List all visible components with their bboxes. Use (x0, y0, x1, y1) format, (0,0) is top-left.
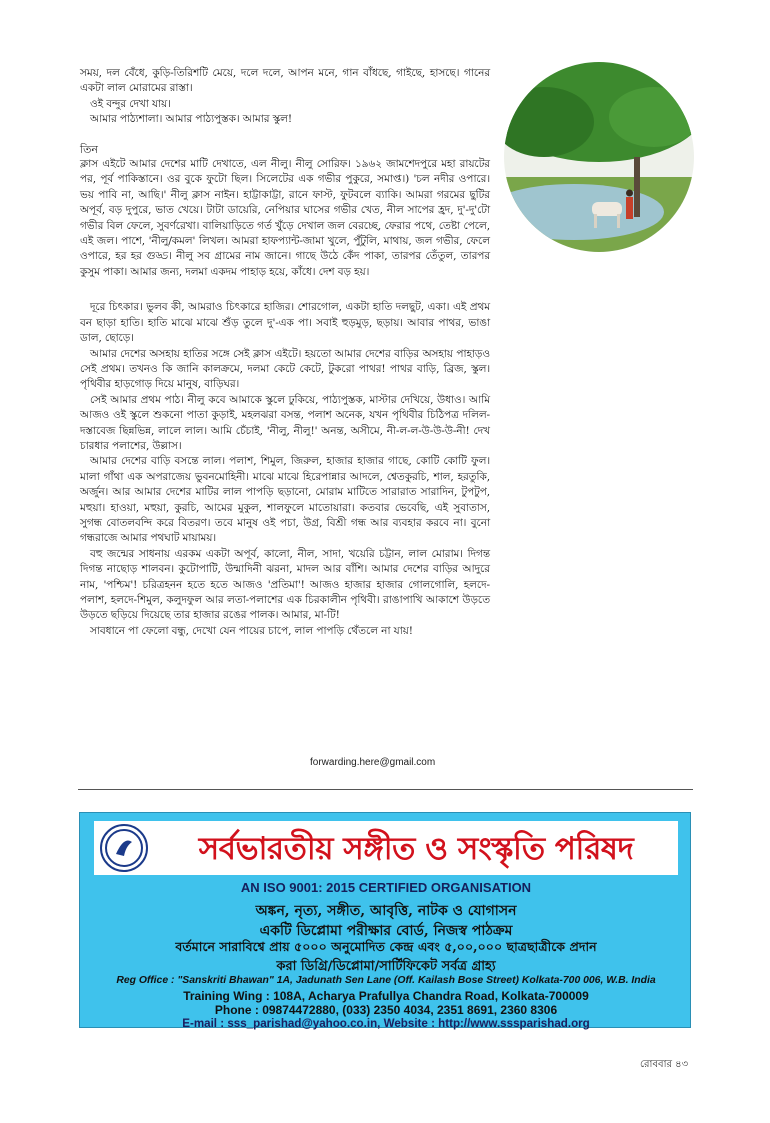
author-email: forwarding.here@gmail.com (310, 757, 436, 768)
paragraph-elephant: দূরে চিৎকার। ভুলব কী, আমরাও চিৎকারে হাজির। শোরগোল, একটা হাতি দলছুট, একা। এই প্রথম বন ছাড়া হাতি। হাতি মাঝে মাঝে শুঁড় তুলে দু'-এক পা। সবাই হুড়মুড়, ছড়ায়। আবার পাথর, ভাঙা ডাল, ছোড়ে। (80, 301, 490, 345)
ad-title: সর্বভারতীয় সঙ্গীত ও সংস্কৃতি পরিষদ (198, 831, 634, 867)
ad-certificate-line: করা ডিগ্রি/ডিপ্লোমা/সার্টিফিকেট সর্বত্র গ্রাহ্য (276, 959, 496, 974)
section-heading: তিন (80, 142, 98, 156)
paragraph-lesson: সেই আমার প্রথম পাঠ। নীলু কবে আমাকে স্কুলে ঢুকিয়ে, পাঠ্যপুস্তক, মাস্টার দেখিয়ে, উধাও। আমি আজও ওই স্কুলে শুকনো পাতা কুড়াই, মহলঝরা বসন্ত, পলাশ অনেক, যখন পৃথিবীর চিঠিপত্র দলিল-দস্তাবেজ ছিন্নভিন্ন, লালে লাল। আমি চেঁচাই, 'নীলু, নীলু!' অনন্ত, অসীমে, নী-ল-ল-উ-উ-উ-নী! দেখ চারধার পলাশের, উল্লাস। (80, 393, 490, 452)
circular-photo (504, 62, 694, 252)
paragraph-school: আমার পাঠ্যশালা। আমার পাঠ্যপুস্তক। আমার স্কুল! (90, 113, 292, 126)
landscape-illustration (504, 62, 694, 252)
ad-training-wing: Training Wing : 108A, Acharya Prafullya Chandra Road, Kolkata-700009 (183, 989, 589, 1003)
advertisement (79, 812, 691, 1028)
paragraph-intro: সময়, দল বেঁধে, কুড়ি-তিরিশটি মেয়ে, দলে দলে, আপন মনে, গান বাঁধছে, গাইছে, হাসছে। গানের একটা লাল মোরামের রাস্তা। (80, 67, 490, 95)
paragraph-careful: সাবধানে পা ফেলো বন্ধু, দেখো যেন পায়ের চাপে, লাল পাপড়ি থেঁতলে না যায়! (90, 624, 413, 637)
ad-phone: Phone : 09874472880, (033) 2350 4034, 2351 8691, 2360 8306 (214, 1003, 558, 1017)
organisation-logo-icon (100, 824, 148, 872)
paragraph-class: ক্লাস এইটে আমার দেশের মাটি দেখাতে, এল নীলু। নীলু সোরিফ। ১৯৬২ জামশেদপুরে মহা রায়টের পর, পূর্ব পাকিস্তানে। ওর বুকে ফুটো ছিল। সিলেটের এক গভীর পুকুরে, সমাপ্ত।) 'চল নদীর ওপারে। ভয় পাবি না, আছি।' নীলু ক্লাস নাইন। হাট্টাকাট্টা, রানে ফাস্ট, ফুটবলে ব্যাকি। আমরা গরমের ছুটির অপূর্ব, বড় দুপুরে, ভাত খেয়ে। টাটা ডায়েরি, নেপিয়ার ঘাসের গভীর খেত, নীল সাপের হ্রদ, দু'-দু'টো গভীর বিল ফেলে, সুবর্ণরেখা। বালিয়াড়িতে গর্ত খুঁড়ে দেখাল জল বেরচ্ছে, ফেরার পথে, তেষ্টা পেলে, এই জল। পাশে, 'নীলু/কমল' লিখল। আমরা হাফপ্যান্ট-জামা খুলে, পুঁটুলি, মাথায়, জল গভীর, ফেলে ওপারে, হর হর গুড্ড। নীলু সব গ্রামের নাম জানে। গাছে উঠে কেঁদ পাকা, তারপর তেঁতুল, তারপর কুসুম পাকা। আমার জন্য, দলমা একদম পাহাড় হয়ে, কাঁধে। দেশ বড় হয়। (80, 158, 490, 278)
ad-subjects-line: অঙ্কন, নৃত্য, সঙ্গীত, আবৃত্তি, নাটক ও যোগাসন (255, 903, 517, 919)
ad-board-line: একটি ডিপ্লোমা পরীক্ষার বোর্ড, নিজস্ব পাঠক্রম (259, 923, 513, 939)
ad-centres-line: বর্তমানে সারাবিশ্বে প্রায় ৫০০০ অনুমোদিত কেন্দ্র এবং ৫,০০,০০০ ছাত্রছাত্রীকে প্রদান (175, 939, 597, 954)
ad-iso-line: AN ISO 9001: 2015 CERTIFIED ORGANISATION (240, 880, 532, 895)
paragraph-helpless: আমার দেশের অসহায় হাতির সঙ্গে সেই ক্লাস এইটে। হয়তো আমার দেশের বাড়ির অসহায় পাহাড়ও সেই প্রথম। তখনও কি জানি কালক্রমে, দলমা কেটে কেটে, টুকরো পাথর! পাথর বাড়ি, ব্রিজ, স্কুল। পৃথিবীর হাড়গোড় দিয়ে মানুষ, বাড়িঘর। (80, 347, 490, 391)
paragraph-red: আমার দেশের বাড়ি বসন্তে লাল। পলাশ, শিমুল, জিরুল, হাজার হাজার গাছে, কোটি কোটি ফুল। মালা গাঁথা এক অপরাজেয় ভুবনমোহিনী। মাঝে মাঝে হিরেপান্নার আদলে, শ্বেতকুরচি, শাল, হরতুকি, অর্জুন। আর আমার দেশের মাটির লাল পাপড়ি ছড়ানো, মোরাম মাটিতে সারারাত সারাদিন, টুপটুপ, মহুয়া। হাওয়া, মহুয়া, কুরচি, আমের মুকুল, শালফুলে মাতোয়ারা। কতবার ভেবেছি, এই সুবাতাস, সুগন্ধ বোতলবন্দি করে বিতরণ। তবে মানুষ ওই পচা, উগ্র, বিশ্রী গন্ধ আর ব্যবহার করবে না। বুনো গন্ধরাজে আমার পথঘাট মায়াময়। (80, 455, 490, 545)
divider-rule (78, 789, 693, 790)
article-body (80, 66, 490, 639)
paragraph-centuries: বহু জন্মের সাধনায় এরকম একটা অপূর্ব, কালো, নীল, সাদা, খয়েরি চট্টান, লাল মোরাম। দিগন্ত দিগন্ত নাছোড় শালবন। কুটোপাটি, উন্মাদিনী ঝরনা, মাদল আর বাঁশি। আমার দেশের বাড়ির আদুরে নাম, 'পশ্চিম'! চরিত্রহনন হতে হতে আজও 'প্রতিমা'! আজও হাজার হাজার গোলগোলি, হলদে-পলাশ, হলদে-শিমুল, কলুদফুল আর লতা-পলাশের এক চিরকালীন পৃথিবী। রাঙাপাখি আকাশে উড়তে উড়তে ছড়িয়ে দিয়েছে তার হাজার রঙের পালক। আমার, মা-টি! (80, 547, 490, 622)
ad-title-box (94, 821, 678, 875)
ad-email-website: E-mail : sss_parishad@yahoo.co.in, Website : http://www.sssparishad.org (182, 1017, 590, 1030)
paragraph-friend: ওই বন্দুর দেখা যায়। (90, 97, 171, 110)
page-number: রোববার ৪৩ (640, 1059, 689, 1070)
ad-reg-office: Reg Office : "Sanskriti Bhawan" 1A, Jadunath Sen Lane (Off. Kailash Bose Street) Kolkata-700 006, W.B. India (116, 975, 656, 986)
